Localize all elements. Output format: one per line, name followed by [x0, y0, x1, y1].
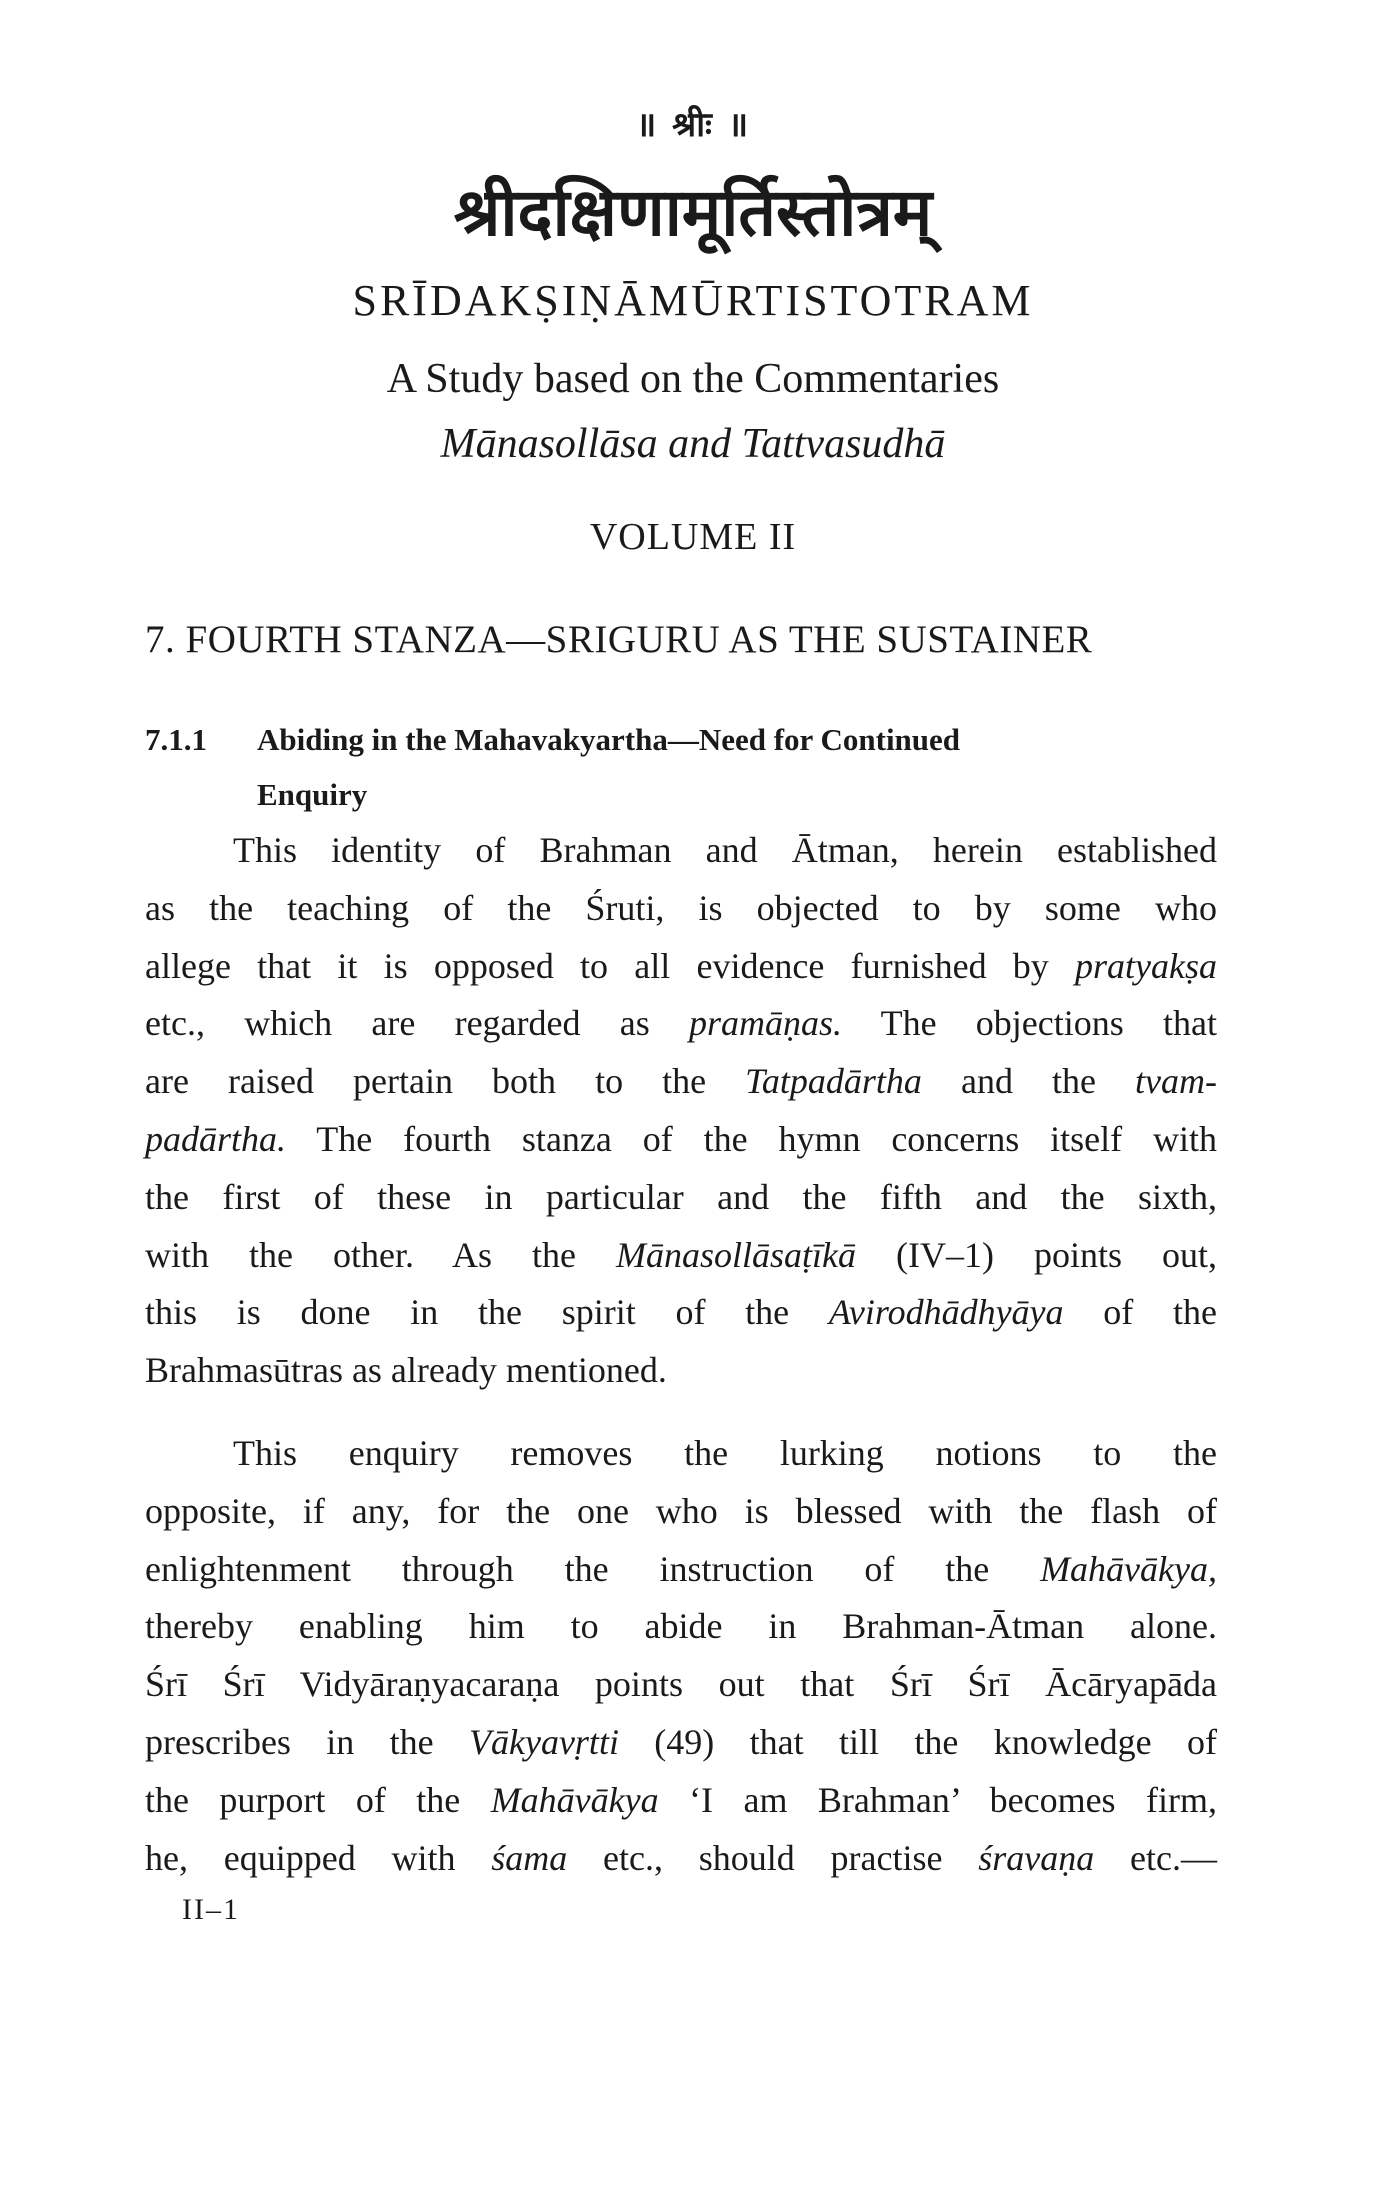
text-line: Brahmasūtras as already mentioned. — [145, 1350, 667, 1391]
text-line: thereby enabling him to abide in Brahman-Ātman alone. — [145, 1606, 1217, 1647]
section-heading — [145, 712, 1225, 822]
folio-signature: II–1 — [182, 1893, 240, 1926]
devanagari-title: श्रीदक्षिणामूर्तिस्तोत्रम् — [453, 174, 933, 251]
text-line: this is done in the spirit of the Avirodhādhyāya of the — [145, 1292, 1218, 1333]
text-line: the purport of the Mahāvākya ‘I am Brahman’ becomes firm, — [145, 1779, 1217, 1820]
chapter-heading: 7. FOURTH STANZA—SRIGURU AS THE SUSTAINER — [145, 618, 1093, 661]
text-line: etc., which are regarded as pramāṇas. The objections that — [145, 1003, 1217, 1044]
text-line: are raised pertain both to the Tatpadārtha and the tvam- — [145, 1061, 1217, 1102]
text-line: prescribes in the Vākyavṛtti (49) that till the knowledge of — [145, 1721, 1217, 1762]
text-line: as the teaching of the Śruti, is objected to by some who — [145, 887, 1217, 928]
text-line: opposite, if any, for the one who is blessed with the flash of — [145, 1490, 1217, 1531]
subtitle: A Study based on the Commentaries — [386, 356, 1000, 402]
text-line: allege that it is opposed to all evidence furnished by pratyakṣa — [145, 945, 1217, 986]
paragraph-1 — [145, 822, 1217, 1400]
text-line: This enquiry removes the lurking notions to the — [233, 1433, 1217, 1473]
text-line: padārtha. The fourth stanza of the hymn concerns itself with — [145, 1118, 1217, 1159]
paragraph-2 — [145, 1425, 1217, 1887]
text-line: This identity of Brahman and Ātman, herein established — [233, 830, 1217, 870]
volume-label: VOLUME II — [589, 516, 797, 558]
text-line: Śrī Śrī Vidyāraṇyacaraṇa points out that Śrī Śrī Ācāryapāda — [145, 1664, 1217, 1705]
text-line: he, equipped with śama etc., should practise śravaṇa etc.— — [145, 1837, 1217, 1878]
section-title-line1: Abiding in the Mahavakyartha—Need for Continued — [257, 722, 961, 757]
text-line: the first of these in particular and the fifth and the sixth, — [145, 1176, 1217, 1217]
section-title-line2: Enquiry — [257, 777, 368, 812]
invocation: ॥ श्रीः ॥ — [635, 105, 751, 145]
commentaries-line: Mānasollāsa and Tattvasudhā — [440, 421, 946, 467]
roman-title: SRĪDAKṢIṆĀMŪRTISTOTRAM — [352, 276, 1034, 325]
text-line: with the other. As the Mānasollāsaṭīkā (IV–1) points out, — [145, 1234, 1217, 1275]
section-number: 7.1.1 — [145, 722, 207, 757]
text-line: enlightenment through the instruction of the Mahāvākya, — [145, 1548, 1217, 1589]
